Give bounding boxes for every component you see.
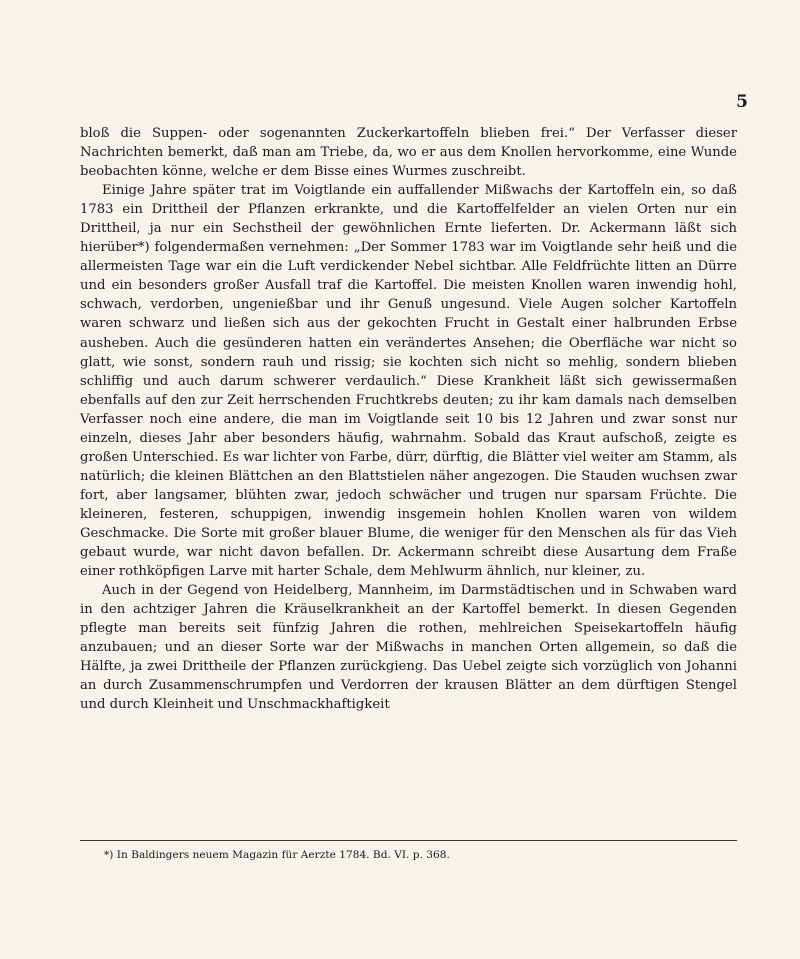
footnote: *) In Baldingers neuem Magazin für Aerzte 1784. Bd. VI. p. 368. xyxy=(104,849,450,861)
paragraph-heidelberg: Auch in der Gegend von Heidelberg, Mannheim, im Darmstädtischen und in Schwaben ward in den achtziger Jahren die Kräuselkrankheit an der Kartoffel bemerkt. In diesen Gegenden pflegte man bereits seit fünfzig Jahren die rothen, mehlreichen Speisekartoffeln häufig anzubauen; und an dieser Sorte war der Mißwachs in manchen Orten allgemein, so daß die Hälfte, ja zwei Drittheile der Pflanzen zurückgieng. Das Uebel zeigte sich vorzüglich von Johanni an durch Zusammenschrumpfen und Verdorren der krausen Blätter an dem dürftigen Stengel und durch Kleinheit und Unschmackhaftigkeit xyxy=(80,583,737,713)
paragraph-voigtland: Einige Jahre später trat im Voigtlande ein auffallender Mißwachs der Kartoffeln ein, so daß 1783 ein Drittheil der Pflanzen erkrankte, und die Kartoffelfelder an vielen Orten nur ein Drittheil, ja nur ein Sechstheil der gewöhnlichen Ernte lieferten. Dr. Ackermann läßt sich hierüber*) folgendermaßen vernehmen: „Der Sommer 1783 war im Voigtlande sehr heiß und die allermeisten Tage war ein die Luft verdickender Nebel sichtbar. Alle Feldfrüchte litten an Dürre und ein besonders großer Ausfall traf die Kartoffel. Die meisten Knollen waren inwendig hohl, schwach, verdorben, ungenießbar und ihr Genuß ungesund. Viele Augen solcher Kartoffeln waren schwarz und ließen sich aus der gekochten Frucht in Gestalt einer halbrunden Erbse ausheben. Auch die gesünderen hatten ein verändertes Ansehen; die Oberfläche war nicht so glatt, wie sonst, sondern rauh und rissig; sie kochten sich nicht so mehlig, sondern blieben schliffig und auch darum schwerer verdaulich.“ Diese Krankheit läßt sich gewissermaßen ebenfalls auf den zur Zeit herrschenden Fruchtkrebs deuten; zu ihr kam damals nach demselben Verfasser noch eine andere, die man im Voigtlande seit 10 bis 12 Jahren und zwar sonst nur einzeln, dieses Jahr aber besonders häufig, wahrnahm. Sobald das Kraut aufschoß, zeigte es großen Unterschied. Es war lichter von Farbe, dürr, dürftig, die Blätter viel weiter am Stamm, als natürlich; die kleinen Blättchen an den Blattstielen näher angezogen. Die Stauden wuchsen zwar fort, aber langsamer, blühten zwar, jedoch schwächer und trugen nur sparsam Früchte. Die kleineren, festeren, schuppigen, inwendig insgemein hohlen Knollen waren von wildem Geschmacke. Die Sorte mit großer blauer Blume, die weniger für den Menschen als für das Vieh gebaut wurde, war nicht davon befallen. Dr. Ackermann schreibt diese Ausartung dem Fraße einer rothköpfigen Larve mit harter Schale, dem Mehlwurm ähnlich, nur kleiner, zu. xyxy=(80,183,737,580)
page-number: 5 xyxy=(736,92,748,112)
body-text xyxy=(80,124,737,714)
footnote-divider xyxy=(80,840,737,841)
paragraph-continuation: bloß die Suppen- oder sogenannten Zuckerkartoffeln blieben frei.“ Der Verfasser dieser Nachrichten bemerkt, daß man am Triebe, da, wo er aus dem Knollen hervorkomme, eine Wunde beobachten könne, welche er dem Bisse eines Wurmes zuschreibt. xyxy=(80,126,737,180)
